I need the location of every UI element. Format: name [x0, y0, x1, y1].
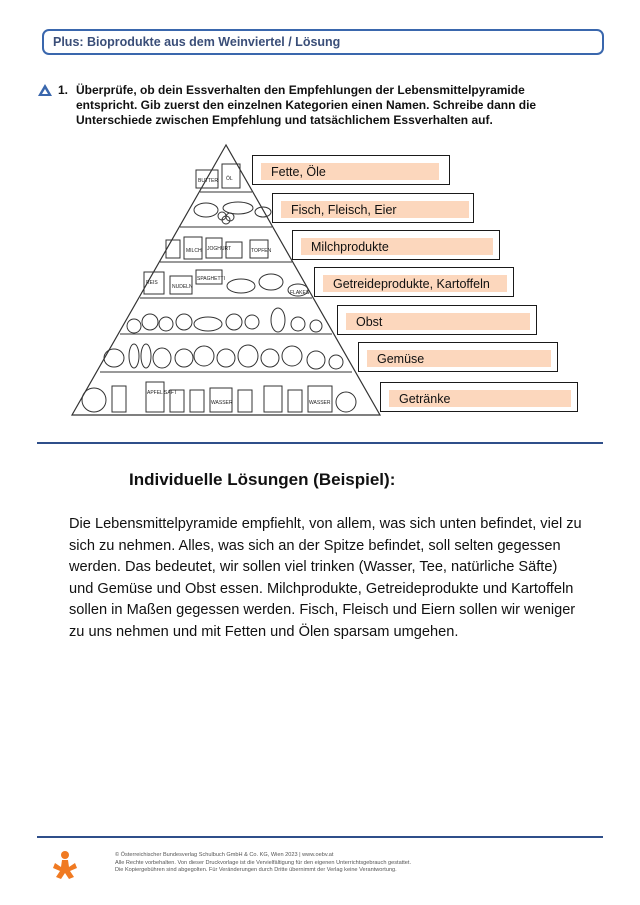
- solution-line: und Gemüse und Obst essen. Milchprodukte, Getreideprodukte und Kartoffeln: [69, 580, 574, 597]
- pyramid-text: ÖL: [226, 176, 233, 182]
- pyramid-label-box: [337, 305, 537, 335]
- pyramid-text: SPAGHETTI: [197, 276, 225, 282]
- pyramid-label-box: [358, 342, 558, 372]
- footer-divider: [37, 836, 603, 838]
- footer-line: © Österreichischer Bundesverlag Schulbuch GmbH & Co. KG, Wien 2023 | www.oebv.at: [115, 852, 334, 858]
- pyramid-label-box: [252, 155, 450, 185]
- pyramid-text: BUTTER: [198, 178, 218, 184]
- pyramid-text: REIS: [146, 280, 158, 286]
- pyramid-label-vegetables: Gemüse: [367, 350, 551, 367]
- pyramid-label-box: [314, 267, 514, 297]
- pyramid-label-fats: Fette, Öle: [261, 163, 439, 180]
- pyramid-label-box: [380, 382, 578, 412]
- section-divider: [37, 442, 603, 444]
- header-box: [42, 29, 604, 55]
- pyramid-label-fruit: Obst: [346, 313, 530, 330]
- pyramid-text: APFEL SAFT: [147, 390, 177, 396]
- pyramid-label-dairy: Milchprodukte: [301, 238, 493, 255]
- pyramid-text: FLAKES: [290, 290, 310, 296]
- footer-text: [115, 852, 575, 875]
- pyramid-text: MILCH: [186, 248, 202, 254]
- pyramid-label-box: [292, 230, 500, 260]
- solution-heading: Individuelle Lösungen (Beispiel):: [129, 470, 396, 489]
- task-line: Unterschiede zwischen Empfehlung und tatsächlichem Essverhalten auf.: [76, 113, 493, 127]
- pyramid-text: WASSER: [309, 400, 331, 406]
- pyramid-label-grains: Getreideprodukte, Kartoffeln: [323, 275, 507, 292]
- pyramid-text: JOGHURT: [207, 246, 232, 252]
- solution-line: werden. Das bedeutet, wir sollen viel trinken (Wasser, Tee, natürliche Säfte): [69, 559, 558, 575]
- solution-line: Die Lebensmittelpyramide empfiehlt, von allem, was sich unten befindet, viel zu: [69, 516, 582, 532]
- solution-line: sollen in Maßen gegessen werden. Fisch, Fleisch und Eiern sollen wir weniger: [69, 602, 576, 618]
- pyramid-label-fish-meat-eggs: Fisch, Fleisch, Eier: [281, 201, 469, 218]
- pyramid-text: NUDELN: [172, 284, 193, 290]
- pyramid-text: WASSER: [211, 400, 233, 406]
- task-line: Überprüfe, ob dein Essverhalten den Empfehlungen der Lebensmittelpyramide: [76, 83, 525, 97]
- task-instructions: [76, 83, 596, 128]
- footer-line: Die Kopiergebühren sind abgegolten. Für Veränderungen durch Dritte übernimmt der Verlag keine Verantwortung.: [115, 867, 397, 874]
- pyramid-text: TOPFEN: [251, 248, 272, 254]
- pyramid-label-box: [272, 193, 474, 223]
- publisher-logo-icon: [52, 850, 78, 880]
- task-number: 1.: [58, 83, 69, 97]
- task-line: entspricht. Gib zuerst den einzelnen Kategorien einen Namen. Schreibe dann die: [76, 98, 537, 112]
- pyramid-label-drinks: Getränke: [389, 390, 571, 407]
- page-title: Plus: Bioprodukte aus dem Weinviertel / Lösung: [53, 35, 341, 49]
- difficulty-triangle-icon: [38, 84, 52, 96]
- solution-line: sich zu nehmen. Alles, was sich an der Spitze befindet, soll selten gegessen: [69, 537, 561, 554]
- solution-line: zu uns nehmen und mit Fetten und Ölen sparsam umgehen.: [69, 623, 459, 640]
- solution-text: [69, 514, 609, 643]
- food-pyramid: [66, 142, 586, 424]
- footer-line: Alle Rechte vorbehalten. Von dieser Druckvorlage ist die Vervielfältigung für den eigenen Unterrichtsgebrauch gestattet.: [115, 859, 412, 866]
